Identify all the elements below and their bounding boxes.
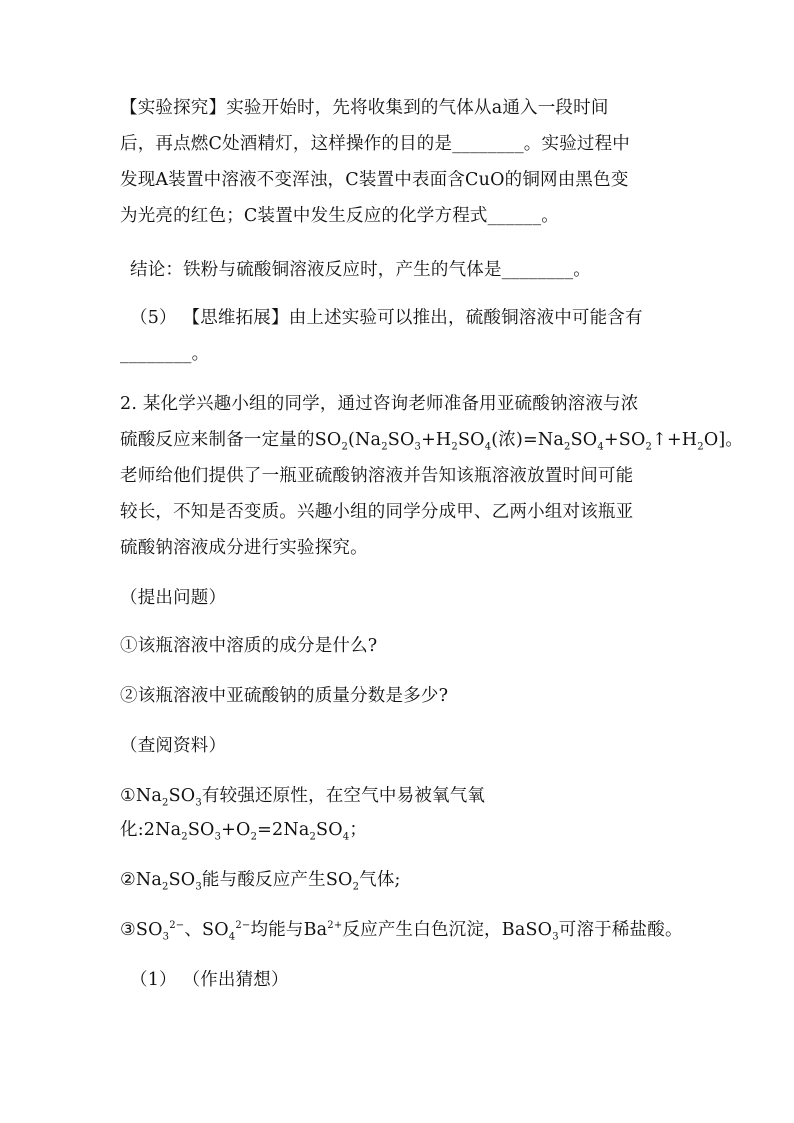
reference-item: $①Na_2SO_3$有较强还原性，在空气中易被氧气氧	[120, 786, 486, 809]
text-line: 发现A装置中溶液不变浑浊，C装置中表面含CuO的铜网由黑色变	[120, 170, 629, 190]
text-line: 硫酸钠溶液成分进行实验探究。	[120, 538, 368, 558]
text-line: 老师给他们提供了一瓶亚硫酸钠溶液并告知该瓶溶液放置时间可能	[120, 466, 634, 486]
question-1-heading: （1） （作出猜想）	[130, 970, 289, 990]
question-item: ①该瓶溶液中溶质的成分是什么?	[120, 636, 378, 656]
question-5-line: （5） 【思维拓展】由上述实验可以推出，硫酸铜溶液中可能含有	[130, 308, 643, 328]
reference-item-cont: 化$:2Na_2SO_3+O_2=2Na_2SO_4$；	[120, 820, 368, 843]
reference-item: $③SO_3^{2-}$、$SO_4^{2-}$均能与$Ba^{2+}$反应产生白色沉淀，BaSO$_3$可溶于稀盐酸。	[120, 920, 683, 943]
conclusion-line: 结论：铁粉与硫酸铜溶液反应时，产生的气体是________。	[130, 260, 591, 280]
text-line: 【实验探究】实验开始时，先将收集到的气体从a通入一段时间	[120, 98, 609, 118]
reference-item: $②Na_2SO_3$能与酸反应产生$SO_2$气体;	[120, 870, 401, 893]
equation-line: 硫酸反应来制备一定量的$SO_2(Na_2SO_3+H_2SO_4$(浓)$=Na_2SO_4+SO_2↑+H_2O$]。	[120, 430, 744, 453]
text-line: 较长，不知是否变质。兴趣小组的同学分成甲、乙两小组对该瓶亚	[120, 502, 634, 522]
question-5-blank: ________。	[120, 344, 210, 364]
section-heading: （查阅资料）	[120, 736, 227, 756]
text-line: 后，再点燃C处酒精灯，这样操作的目的是________。实验过程中	[120, 134, 630, 154]
question-2-line: 2. 某化学兴趣小组的同学，通过咨询老师准备用亚硫酸钠溶液与浓	[120, 394, 639, 414]
question-item: ②该瓶溶液中亚硫酸钠的质量分数是多少?	[120, 686, 449, 706]
section-heading: （提出问题）	[120, 588, 227, 608]
text-line: 为光亮的红色；C装置中发生反应的化学方程式______。	[120, 206, 559, 226]
